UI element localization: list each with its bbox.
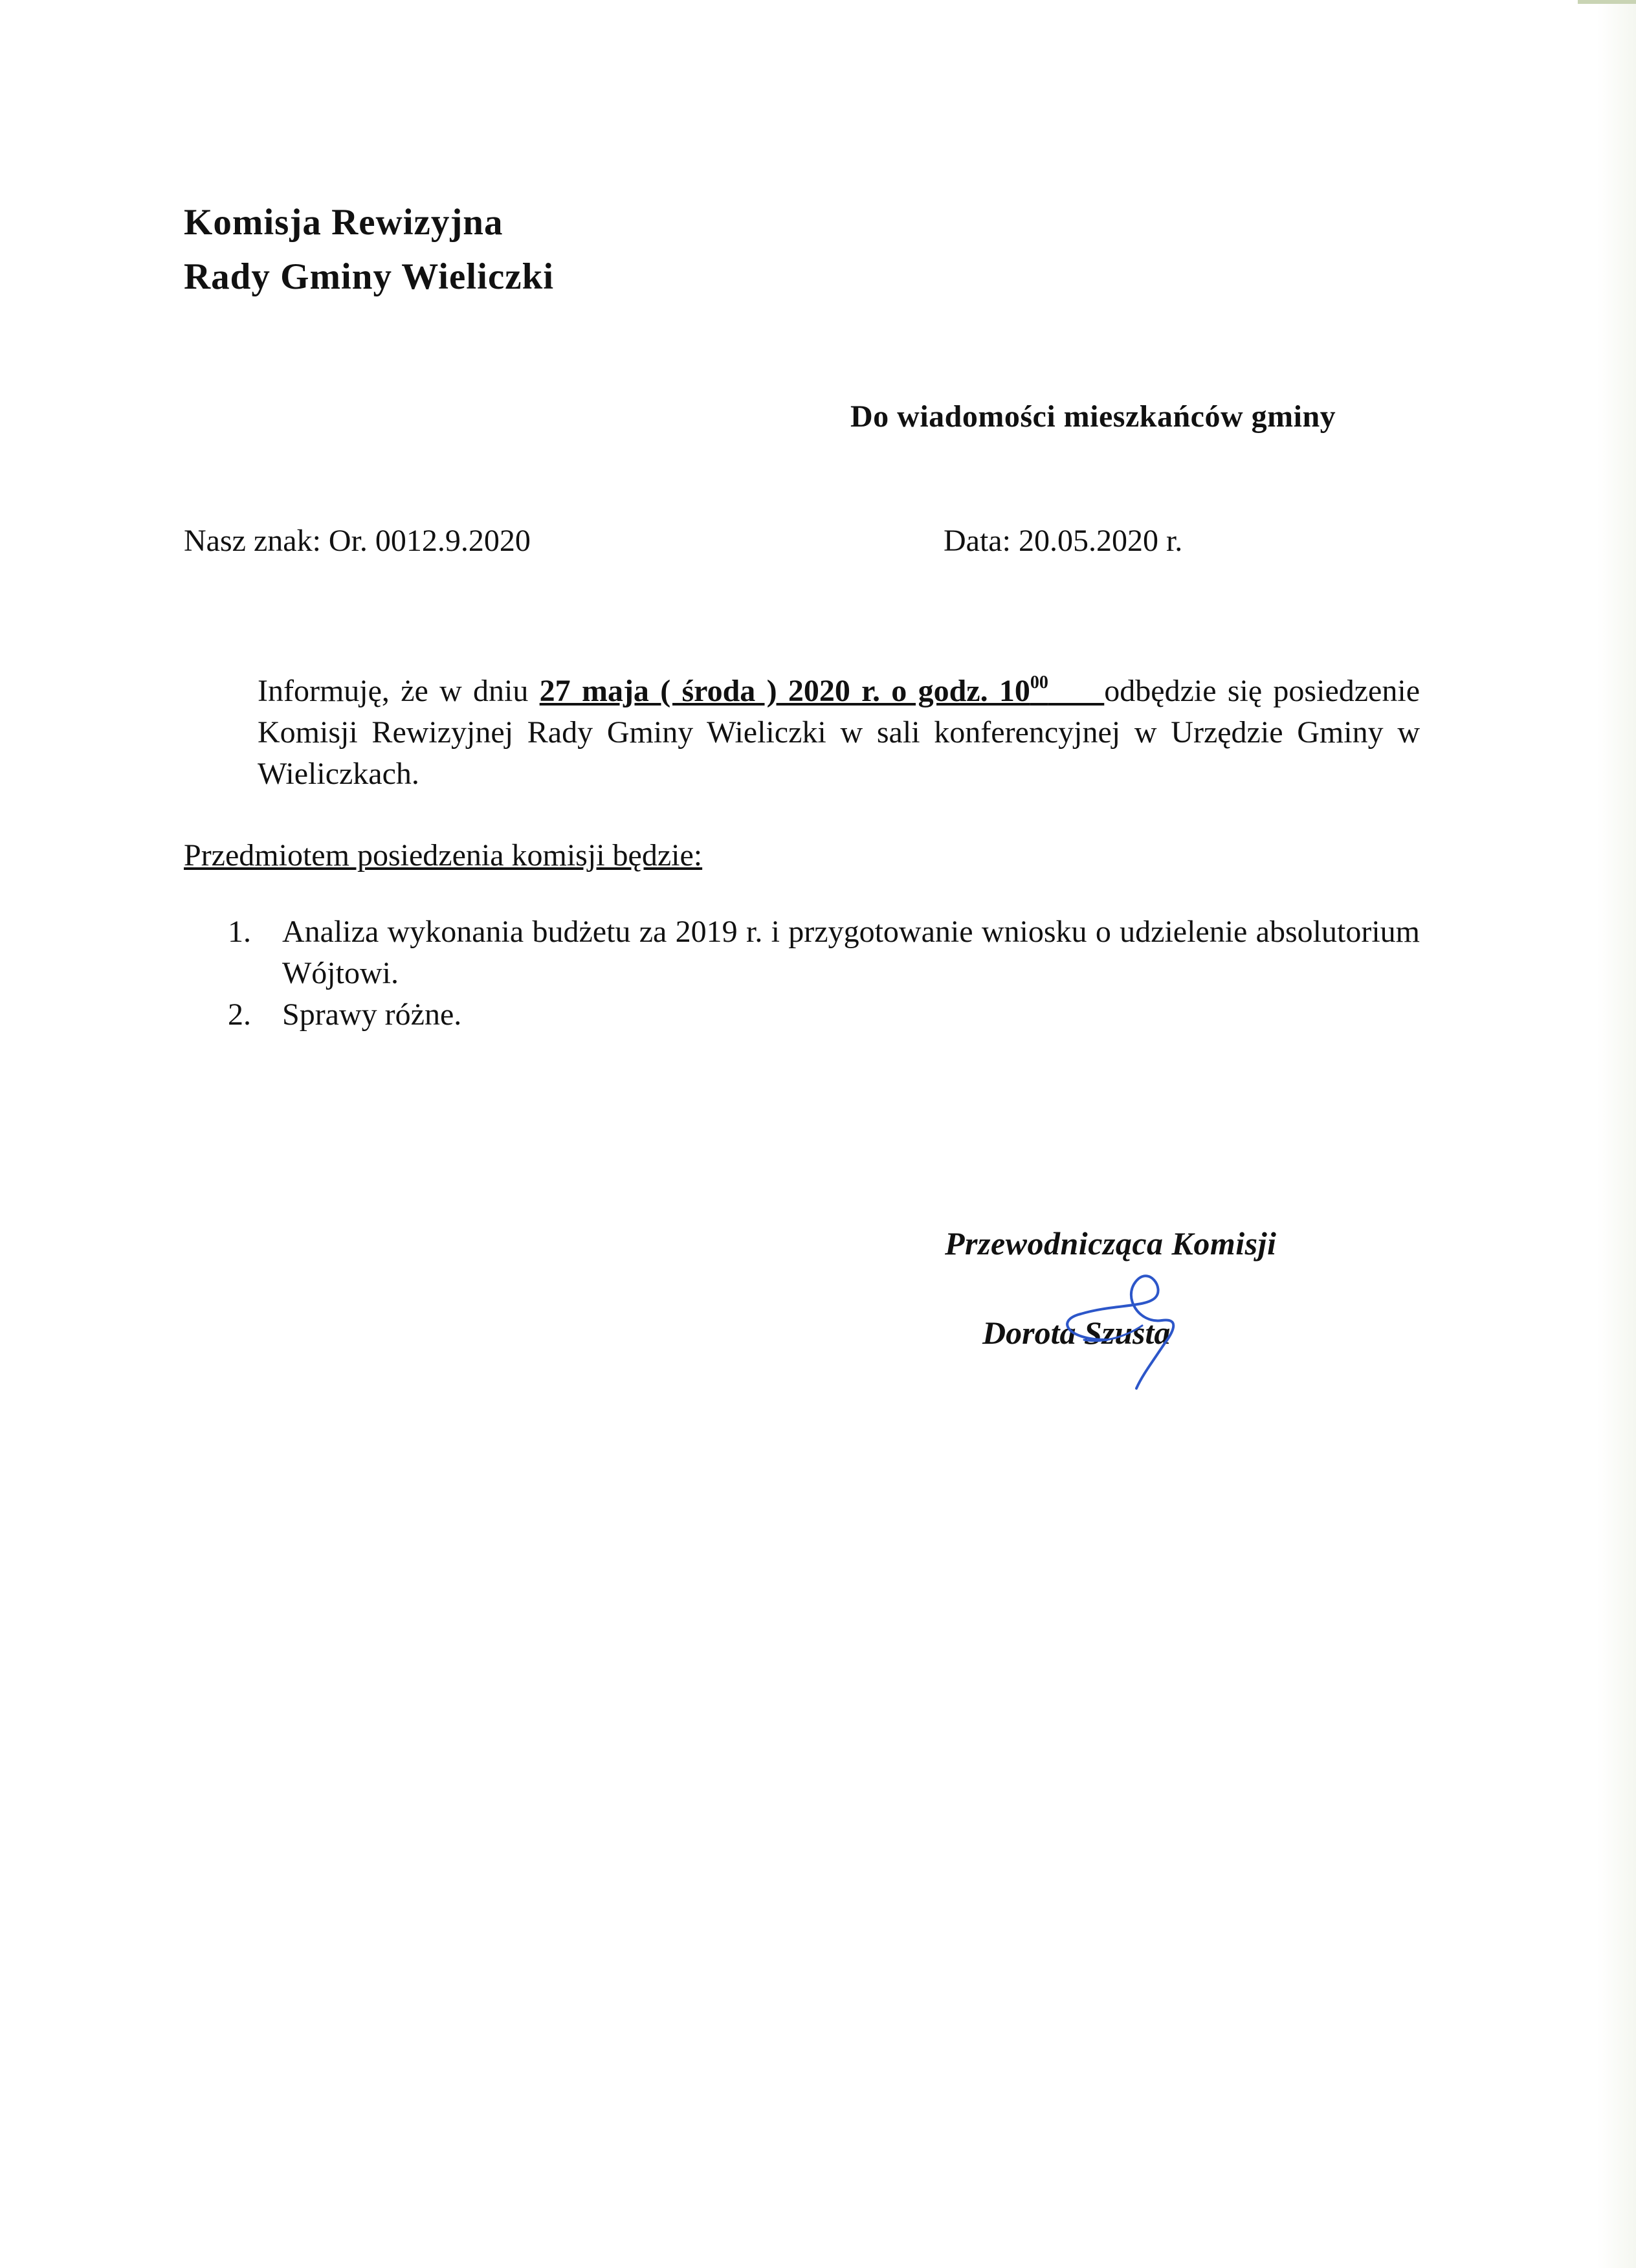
signature-role: Przewodnicząca Komisji	[945, 1225, 1277, 1262]
reference-date: Data: 20.05.2020 r.	[944, 524, 1183, 558]
meeting-date-time	[540, 674, 1048, 708]
agenda-item	[228, 911, 1420, 994]
subject-heading: Przedmiotem posiedzenia komisji będzie:	[184, 838, 703, 873]
reference-sign: Nasz znak: Or. 0012.9.2020	[184, 524, 531, 558]
recipient-line: Do wiadomości mieszkańców gminy	[850, 399, 1336, 434]
body-paragraph	[184, 671, 1420, 795]
sender-line-2: Rady Gminy Wieliczki	[184, 256, 555, 297]
meeting-time-superscript: 00	[1030, 673, 1048, 693]
agenda-item	[228, 994, 1420, 1036]
sender-line-1: Komisja Rewizyjna	[184, 202, 503, 243]
body-continuation: odbędzie się posiedzenie Komisji Rewizyjnej Rady Gminy Wieliczki w sali konferencyjnej w Urzędzie Gminy w Wieliczkach.	[258, 674, 1420, 791]
underline-gap	[1048, 674, 1104, 708]
agenda-item-text: Sprawy różne.	[282, 997, 462, 1032]
agenda-item-number: 1.	[228, 915, 251, 949]
agenda-item-text: Analiza wykonania budżetu za 2019 r. i przygotowanie wniosku o udzielenie absolutorium Wójtowi.	[282, 915, 1420, 990]
scan-edge-shadow	[1597, 0, 1636, 2268]
meeting-date-text: 27 maja ( środa ) 2020 r. o godz. 10	[539, 674, 1030, 708]
agenda-list	[228, 911, 1420, 1036]
scan-corner-mark	[1578, 0, 1636, 4]
signature-name: Dorota Szusta	[982, 1315, 1171, 1351]
handwritten-signature	[1010, 1243, 1243, 1411]
sender-block	[184, 195, 554, 304]
body-intro: Informuję, że w dniu	[258, 674, 540, 708]
agenda-item-number: 2.	[228, 997, 251, 1032]
